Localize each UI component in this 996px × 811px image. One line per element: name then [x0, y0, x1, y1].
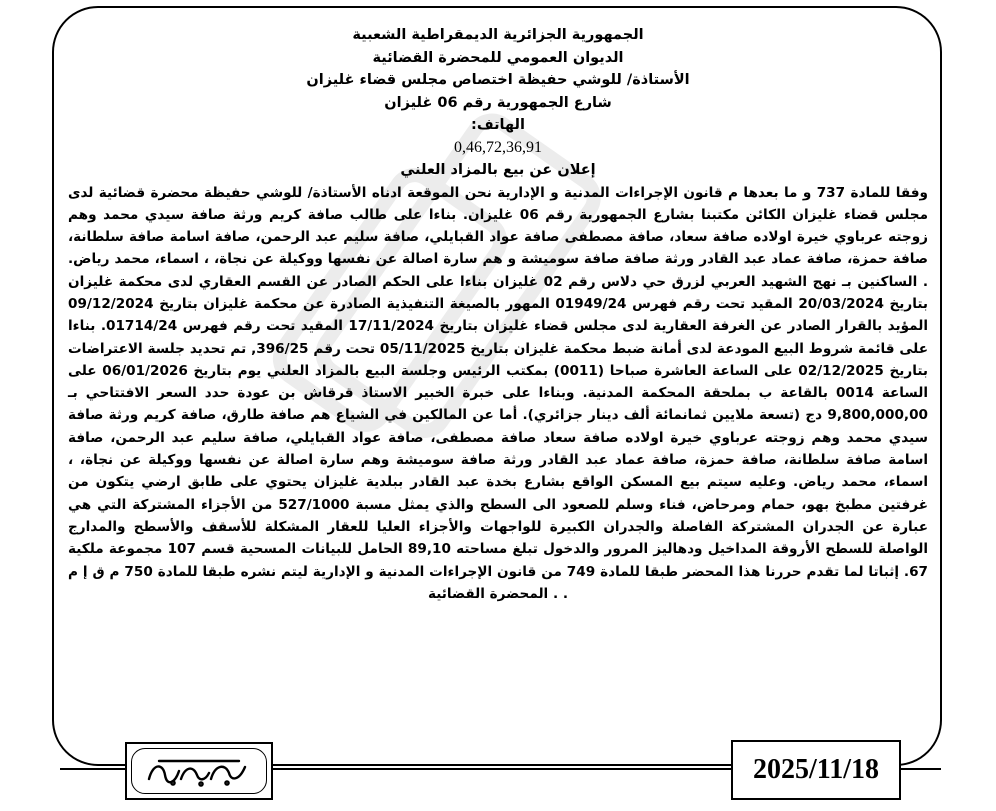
- header-republic: الجمهورية الجزائرية الديمقراطية الشعبية: [352, 27, 644, 43]
- header-phone: 0,46,72,36,91: [454, 138, 542, 156]
- header-bailiff: الأستاذة/ للوشي حفيظة اختصاص مجلس قضاء غليزان: [306, 72, 690, 88]
- header-phone-label: الهاتف:: [471, 117, 525, 133]
- newspaper-logo-box: [125, 742, 273, 800]
- publication-date: 2025/11/18: [731, 740, 901, 800]
- footer-line-middle: [273, 768, 731, 770]
- footer-line-left: [60, 768, 125, 770]
- notice-title: إعلان عن بيع بالمزاد العلني: [400, 162, 596, 178]
- header-address: شارع الجمهورية رقم 06 غليزان: [384, 94, 612, 111]
- newspaper-logo-script-icon: [139, 753, 259, 789]
- newspaper-logo: [131, 748, 267, 794]
- notice-body: وفقا للمادة 737 و ما بعدها م قانون الإجراءات المدنية و الإدارية نحن الموقعة ادناه الأستاذة/ للوشي حفيظة محضرة قضائية لدى مجلس قضاء غليزان الكائن مكتبنا بشارع الجمهورية رقم 06 غليزان. بناءا على طالب صافة كريم ورثة صافة سيدي محمد وهم زوجته عرباوي خيرة اولاده صافة سعاد، صافة مصطفى صافة عواد القبايلي، صافة سليم عبد الرحمن، صافة اسامة صافة سلطانة، صافة حمزة، صافة عماد عبد القادر ورثة صافة صافة سوميشة و هم سارة اصالة عن نفسها ووكيلة عن نجاة، ، اسماء، محمد رياض. . الساكنين بـ نهج الشهيد العربي لزرق حي دلاس رقم 02 غليزان بناءا على الحكم الصادر عن القسم العقاري لدى محكمة غليزان بتاريخ 20/03/2024 المقيد تحت رقم فهرس 01949/24 المهور بالصيغة التنفيذية الصادرة عن محكمة غليزان بتاريخ 09/12/2024 المؤيد بالقرار الصادر عن الغرفة العقارية لدى مجلس قضاء غليزان بتاريخ 17/11/2024 المقيد تحت رقم فهرس 01714/24. بناءا على قائمة شروط البيع المودعة لدى أمانة ضبط محكمة غليزان بتاريخ 05/11/2025 تحت رقم 396/25, تم تحديد جلسة الاعتراضات بتاريخ 02/12/2025 على الساعة العاشرة صباحا (0011) بمكتب الرئيس وجلسة البيع بالمزاد العلني يوم بتاريخ 06/01/2026 على الساعة 0014 بالقاعة ب بملحقة المحكمة المدنية. وبناءا على خبرة الخبير الاستاذ قرقاش بن عودة حدد السعر الافتتاحي بـ 9,800,000,00 دج (تسعة ملايين ثمانمائة ألف دينار جزائري). أما عن المالكين في الشياع هم صافة طارق، صافة كريم ورثة صافة سيدي محمد وهم زوجته عرباوي خيرة اولاده صافة سعاد صافة مصطفى، صافة عواد القبايلي، صافة سليم عبد الرحمن، صافة اسامة صافة سلطانة، صافة حمزة، صافة عماد عبد القادر ورثة صافة سوميشة وهم سارة اصالة عن نفسها ووكيلة عن نجاة، ، اسماء، محمد رياض. وعليه سيتم بيع المسكن الواقع بشارع بخدة عبد القادر ببلدية غليزان يحتوي على طابق ارضي يتكون من غرفتين مطبخ بهو، حمام ومرحاض، فناء وسلم للصعود الى السطح والذي يمثل مسبة 527/1000 من الأجزاء المشتركة التي هي عبارة عن الجدران المشتركة الفاصلة والجدران الكبيرة للواجهات والأجزاء العليا للعقار المشكلة للأسقف والأسطح والمدارج الواصلة للسطح الأروقة المداخيل ودهاليز المرور والدخول تبلغ مساحته 89,10 الحامل للبيانات المسحية قسم 107 مجموعة ملكية 67. إثباتا لما تقدم حررنا هذا المحضر طبقا للمادة 749 من قانون الإجراءات المدنية و الإدارية ليتم نشره طبقا للمادة 750 م ق إ م . . المحضرة القضائية: [68, 184, 929, 602]
- footer-line-right: [901, 768, 941, 770]
- header-office: الديوان العمومي للمحضرة القضائية: [372, 49, 624, 66]
- notice-content: [64, 24, 932, 605]
